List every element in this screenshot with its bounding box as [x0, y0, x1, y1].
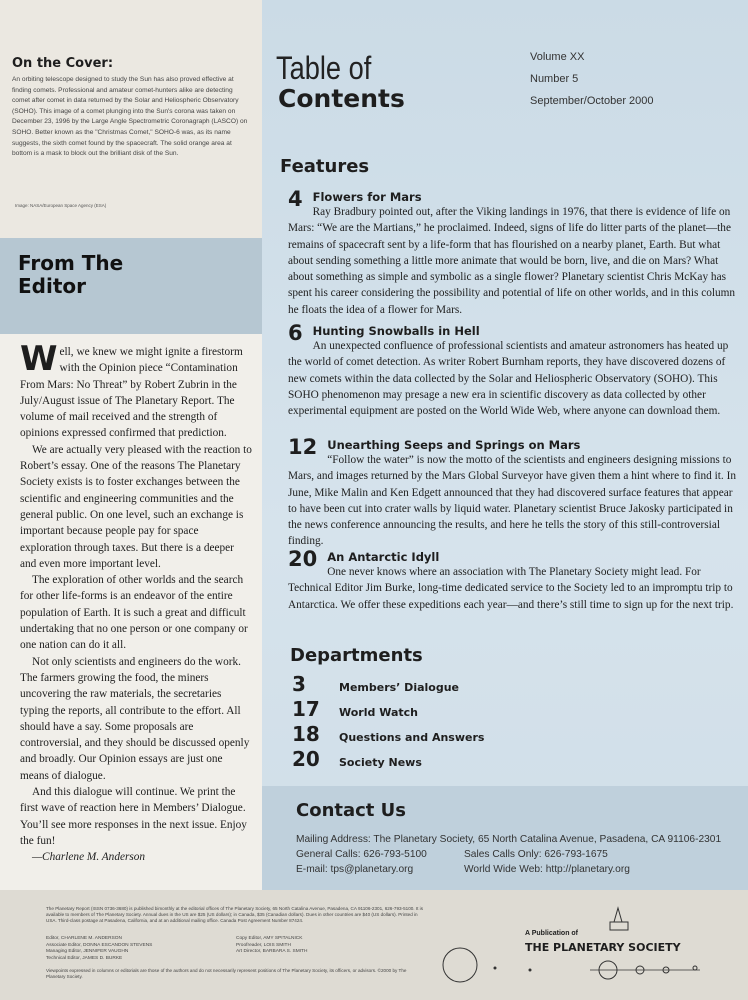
- editor-paragraph: Not only scientists and engineers do the work. The farmers growing the food, the miners uncovering the raw materials, the secretaries typing the reports, all contribute to the effort. All should have a say. Some proposals are controversial, and they should be discussed openly and broadly. Our Opinion essays are just one means of dialogue.: [20, 655, 250, 782]
- contact-info: [296, 832, 721, 877]
- editor-paragraph: The exploration of other worlds and the search for other life-forms is an endeavor of the entire population of Earth. It is such a great and difficult undertaking that no one person or one company or one nation can do it all.: [20, 574, 248, 652]
- department-item[interactable]: [292, 747, 422, 771]
- feature-text: “Follow the water” is now the motto of the scientists and engineers designing missions to Mars, and images returned by the Mars Global Surveyor have given them a hint where to find it. In June, Mike Malin and Ken Edgett announced that they had discovered surface features that appear to have been cut into crater walls by liquid water. Planetary scientist Bruce Jakosky participated in the news conference announcing the results, and here he tells the story of this still-controversial finding.: [288, 454, 736, 548]
- features-heading: Features: [280, 156, 370, 177]
- feature-item[interactable]: [288, 435, 738, 550]
- feature-text: One never knows where an association with The Planetary Society might lead. For Technical Editor Jim Burke, long-time dedicated service to the Society led to an impromptu trip to Antarctica. We offer these expeditions each year—and there’s still time to sign up for the next trip.: [288, 566, 734, 611]
- publication-notice: The Planetary Report (ISSN 0736-3680) is published bimonthly at the editorial offices of The Planetary Society, 65 North Catalina Avenue, Pasadena, CA 91106-2301, 626-793-5100. It is available to members of The Planetary Society. Annual dues in the US are $25 (US dollars); in Canada, $35 (Canadian dollars). Dues in other countries are $40 (US dollars). Printed in USA. Third-class postage at Pasadena, California, and at an additional mailing office. Canada Post Agreement Number 87424.: [46, 906, 424, 923]
- feature-title: Unearthing Seeps and Springs on Mars: [327, 438, 581, 452]
- web-link[interactable]: World Wide Web: http://planetary.org: [464, 864, 630, 875]
- society-logo-planets-icon: [440, 900, 740, 990]
- page-number: 17: [292, 697, 320, 721]
- page-number: 18: [292, 722, 320, 746]
- editor-paragraph: And this dialogue will continue. We print the first wave of reaction here in Members’ Dialogue. You’ll see more responses in the next issue. Enjoy the fun!: [20, 786, 247, 847]
- feature-title: An Antarctic Idyll: [327, 550, 440, 564]
- department-item[interactable]: [292, 722, 484, 746]
- editor-text: [20, 339, 252, 866]
- staff-entry: Managing Editor, JENNIFER VAUGHN: [46, 949, 129, 954]
- volume: Volume XX: [530, 51, 585, 63]
- email-link[interactable]: E-mail: tps@planetary.org: [296, 864, 414, 875]
- page-number: 20: [288, 547, 318, 571]
- mailing-address: Mailing Address: The Planetary Society, 65 North Catalina Avenue, Pasadena, CA 91106-2301: [296, 834, 722, 845]
- contact-heading: Contact Us: [296, 800, 407, 821]
- page-number: 4: [288, 187, 303, 211]
- feature-item[interactable]: [288, 321, 738, 419]
- feature-title: Hunting Snowballs in Hell: [312, 324, 480, 338]
- issue-date: September/October 2000: [530, 95, 654, 107]
- cover-text: An orbiting telescope designed to study the Sun has also proved effective at finding comets. Professional and amateur comet-hunters alike are detecting comet after comet in data returned by the Solar and Heliospheric Observatory (SOHO). This image of a comet plunging into the Sun's corona was taken on December 23, 1996 by the Large Angle Spectrometric Coronagraph (LASCO) on SOHO. Better known as the "Christmas Comet," SOHO-6 was, as its name suggests, the sixth comet found by the spacecraft. The solid orange area at bottom is a mask to block out the brilliant disk of the Sun.: [12, 76, 248, 158]
- disclaimer: Viewpoints expressed in columns or editorials are those of the authors and do not necessarily represent positions of The Planetary Society, its officers, or advisors. ©2000 by The Planetary Society.: [46, 968, 407, 979]
- cover-credit: Image: NASA/European Space Agency (ESA): [15, 203, 107, 208]
- editor-paragraph: We are actually very pleased with the reaction to Robert’s essay. One of the reasons The Planetary Society exists is to foster exchanges between the scientific and engineering communities and the general public. On one level, such an exchange is important because people pay for space exploration through taxes. But there is a deeper and even more important level.: [20, 443, 252, 570]
- feature-text: An unexpected confluence of professional scientists and amateur astronomers has heated up the world of comet detection. As writer Robert Burnham reports, they have discovered dozens of new comets within the data collected by the Solar and Heliospheric Observatory (SOHO). This SOHO phenomenon may presage a new era in scientific discovery as data collected by other experimental equipment are posted on the World Wide Web, where anyone can download them.: [288, 340, 729, 418]
- feature-item[interactable]: [288, 187, 738, 318]
- department-item[interactable]: [292, 672, 459, 696]
- staff-entry: Associate Editor, DONNA ESCANDON STEVENS: [46, 942, 153, 948]
- staff-list: [46, 936, 426, 962]
- issue-info: [530, 46, 654, 112]
- sales-phone: Sales Calls Only: 626-793-1675: [464, 849, 608, 860]
- number: Number 5: [530, 73, 579, 85]
- feature-item[interactable]: [288, 547, 738, 613]
- staff-entry: Art Director, BARBARA S. SMITH: [236, 949, 308, 954]
- drop-cap: W: [20, 339, 58, 379]
- staff-entry: Editor, CHARLENE M. ANDERSON: [46, 936, 122, 941]
- departments-heading: Departments: [290, 645, 423, 666]
- page-number: 12: [288, 435, 318, 459]
- society-name: THE PLANETARY SOCIETY: [525, 941, 681, 954]
- page-number: 6: [288, 321, 303, 345]
- feature-text: Ray Bradbury pointed out, after the Viking landings in 1976, that there is evidence of life on Mars: “We are the Martians,” he proclaimed. Indeed, signs of life do litter parts of the planet—the remains of spacecraft sent by a life-form that has flourished on a nearby planet, Earth. But what about sending something a little more animate that would be born, live, and die on Mars? What about something as simple and symbolic as a single flower? Planetary scientist Chris McKay has spent his career considering the possibility and potential of life on other worlds, and in this column he floats the idea of a flower for Mars.: [288, 206, 736, 316]
- editor-paragraph: ell, we knew we might ignite a firestorm with the Opinion piece “Contamination From Mars: No Threat” by Robert Zubrin in the July/August issue of The Planetary Report. The volume of mail received and the strength of opinions expressed confirmed that prediction.: [20, 346, 243, 440]
- general-phone: General Calls: 626-793-5100: [296, 849, 427, 860]
- department-title: Society News: [339, 756, 422, 769]
- department-title: World Watch: [339, 706, 418, 719]
- page-number: 20: [292, 747, 320, 771]
- cover-heading: On the Cover:: [12, 56, 114, 71]
- toc-title-line1: Table of: [276, 50, 372, 86]
- feature-title: Flowers for Mars: [312, 190, 422, 204]
- editor-signature: —Charlene M. Anderson: [32, 851, 146, 864]
- staff-entry: Copy Editor, AMY SPITALNICK: [236, 936, 303, 941]
- department-title: Questions and Answers: [339, 731, 485, 744]
- staff-entry: Proofreader, LOIS SMITH: [236, 942, 291, 948]
- toc-title-line2: Contents: [278, 84, 405, 113]
- page-number: 3: [292, 672, 306, 696]
- department-title: Members’ Dialogue: [339, 681, 460, 694]
- publication-of: A Publication of: [525, 930, 579, 937]
- department-item[interactable]: [292, 697, 418, 721]
- staff-entry: Technical Editor, JAMES D. BURKE: [46, 955, 123, 961]
- editor-heading: From The Editor: [18, 251, 124, 298]
